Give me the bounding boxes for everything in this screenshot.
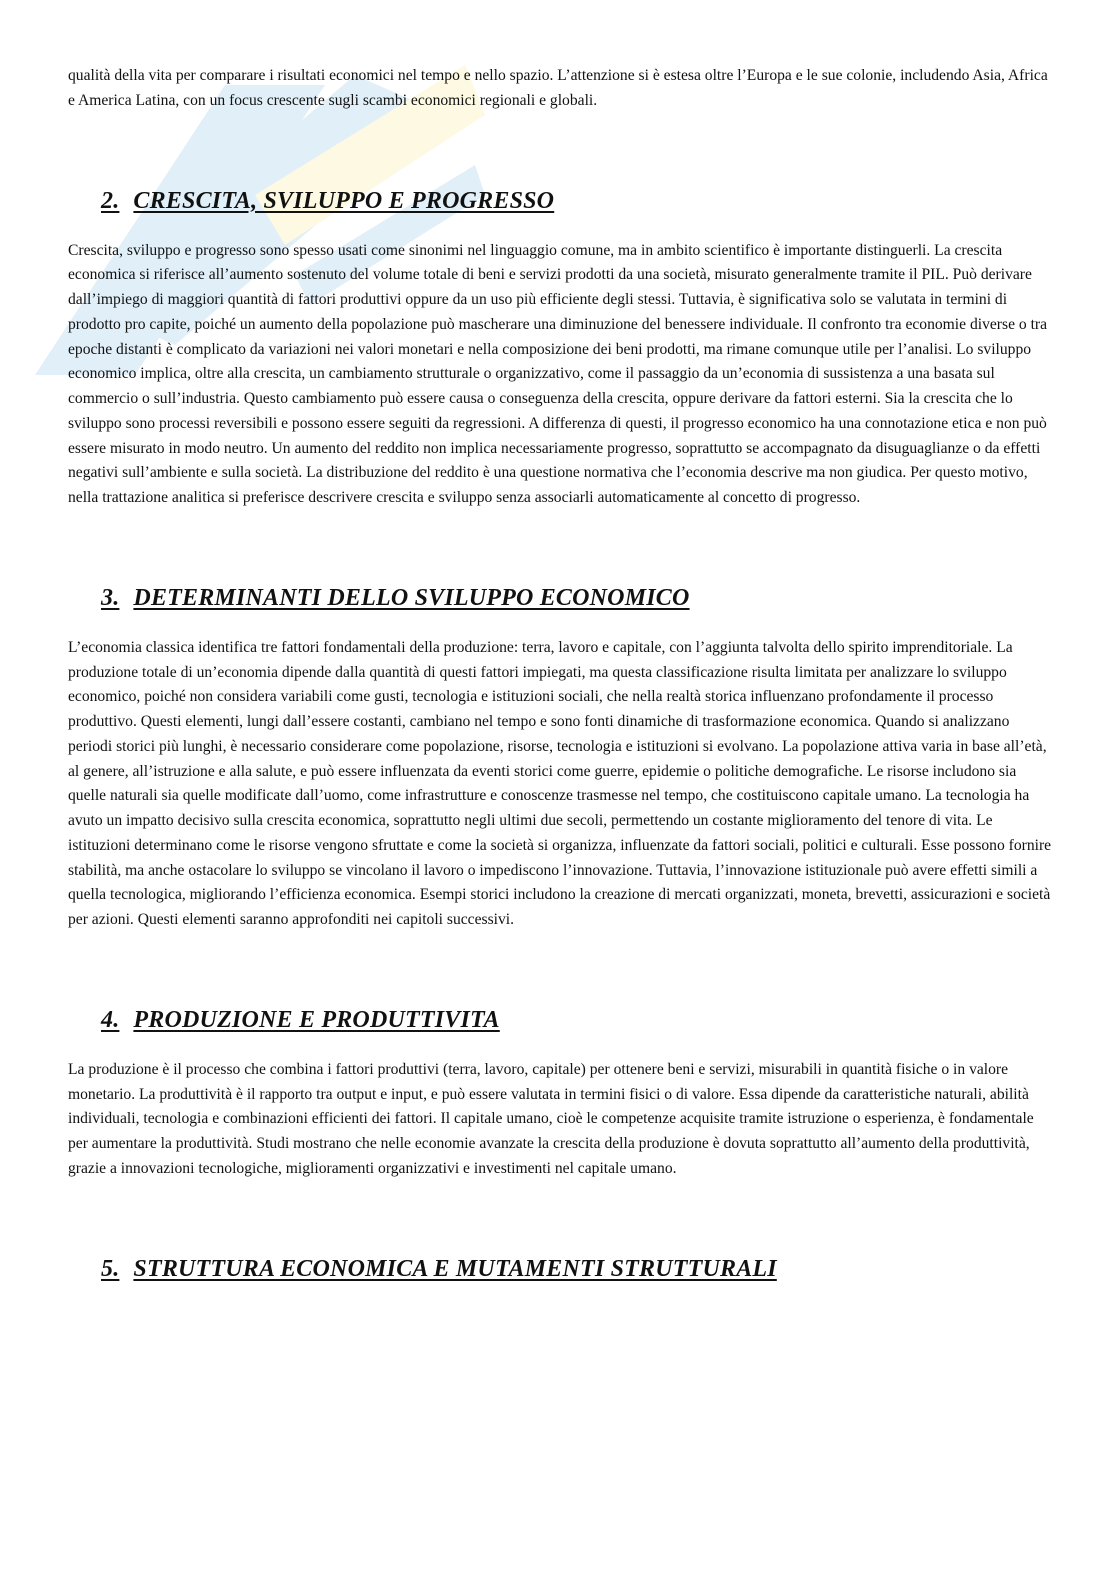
section-4-heading (68, 1005, 1053, 1035)
section-5-heading (68, 1254, 1053, 1284)
section-3-number: 3. (101, 584, 120, 611)
section-4-title: PRODUZIONE E PRODUTTIVITA (133, 1006, 500, 1033)
section-5-title: STRUTTURA ECONOMICA E MUTAMENTI STRUTTURALI (133, 1255, 777, 1282)
section-4-paragraph: La produzione è il processo che combina i fattori produttivi (terra, lavoro, capitale) per ottenere beni e servizi, misurabili in quantità fisiche o in valore monetario. La produttività è il rapporto tra output e input, e può essere valutata in termini fisici o di valore. Essa dipende da caratteristiche naturali, abilità individuali, tecnologia e combinazioni efficienti dei fattori. Il capitale umano, cioè le competenze acquisite tramite istruzione o esperienza, è fondamentale per aumentare la produttività. Studi mostrano che nelle economie avanzate la crescita della produzione è dovuta soprattutto all’aumento della produttività, grazie a innovazioni tecnologiche, miglioramenti organizzativi e investimenti nel capitale umano. (68, 1060, 1034, 1177)
section-4-number: 4. (101, 1006, 120, 1033)
section-3-heading (68, 583, 1053, 613)
section-2-paragraph: Crescita, sviluppo e progresso sono spesso usati come sinonimi nel linguaggio comune, ma in ambito scientifico è importante distinguerli. La crescita economica si riferisce all’aumento sostenuto del volume totale di beni e servizi prodotti da una società, misurato generalmente tramite il PIL. Può derivare dall’impiego di maggiori quantità di fattori produttivi oppure da un uso più efficiente degli stessi. Tuttavia, è significativa solo se valutata in termini di prodotto pro capite, poiché un aumento della popolazione può mascherare una diminuzione del benessere individuale. Il confronto tra economie diverse o tra epoche distanti è complicato da variazioni nei valori monetari e nella composizione dei beni prodotti, ma rimane comunque utile per l’analisi. Lo sviluppo economico implica, oltre alla crescita, un cambiamento strutturale o organizzativo, come il passaggio da un’economia di sussistenza a una basata sul commercio o sull’industria. Questo cambiamento può essere causa o conseguenza della crescita, oppure derivare da fattori esterni. Sia la crescita che lo sviluppo sono processi reversibili e possono essere seguiti da regressioni. A differenza di questi, il progresso economico ha una connotazione etica e non può essere misurato in modo neutro. Un aumento del reddito non implica necessariamente progresso, soprattutto se accompagnato da disuguaglianze o da effetti negativi sull’ambiente e sulla società. La distribuzione del reddito è una questione normativa che l’economia descrive ma non giudica. Per questo motivo, nella trattazione analitica si preferisce descrivere crescita e sviluppo senza associarli automaticamente al concetto di progresso. (68, 241, 1048, 506)
section-2-number: 2. (101, 187, 120, 214)
intro-paragraph: qualità della vita per comparare i risultati economici nel tempo e nello spazio. L’attenzione si è estesa oltre l’Europa e le sue colonie, includendo Asia, Africa e America Latina, con un focus crescente sugli scambi economici regionali e globali. (68, 67, 1048, 109)
section-2-heading (68, 186, 1053, 216)
document-page (68, 64, 1053, 1284)
section-5-number: 5. (101, 1255, 120, 1282)
section-3-paragraph: L’economia classica identifica tre fattori fondamentali della produzione: terra, lavoro e capitale, con l’aggiunta talvolta dello spirito imprenditoriale. La produzione totale di un’economia dipende dalla quantità di questi fattori impiegati, ma questa classificazione risulta limitata per analizzare lo sviluppo economico, poiché non considera variabili come gusti, tecnologia e istituzioni sociali, che nella realtà storica influenzano profondamente il processo produttivo. Questi elementi, lungi dall’essere costanti, cambiano nel tempo e sono fonti dinamiche di trasformazione economica. Quando si analizzano periodi storici più lunghi, è necessario considerare come popolazione, risorse, tecnologia e istituzioni si evolvano. La popolazione attiva varia in base all’età, al genere, all’istruzione e alla salute, e può essere influenzata da eventi storici come guerre, epidemie o politiche demografiche. Le risorse includono sia quelle naturali sia quelle modificate dall’uomo, come infrastrutture e conoscenze trasmesse nel tempo, che costituiscono capitale umano. La tecnologia ha avuto un impatto decisivo sulla crescita economica, soprattutto negli ultimi due secoli, permettendo un costante miglioramento del tenore di vita. Le istituzioni determinano come le risorse vengono sfruttate e come la società si organizza, influenzate da fattori sociali, politici e culturali. Esse possono fornire stabilità, ma anche ostacolare lo sviluppo se vincolano il lavoro o impediscono l’innovazione. Tuttavia, l’innovazione istituzionale può avere effetti simili a quella tecnologica, migliorando l’efficienza economica. Esempi storici includono la creazione di mercati organizzati, moneta, brevetti, assicurazioni e società per azioni. Questi elementi saranno approfonditi nei capitoli successivi. (68, 638, 1052, 928)
section-3-title: DETERMINANTI DELLO SVILUPPO ECONOMICO (133, 584, 690, 611)
section-2-title: CRESCITA, SVILUPPO E PROGRESSO (133, 187, 555, 214)
